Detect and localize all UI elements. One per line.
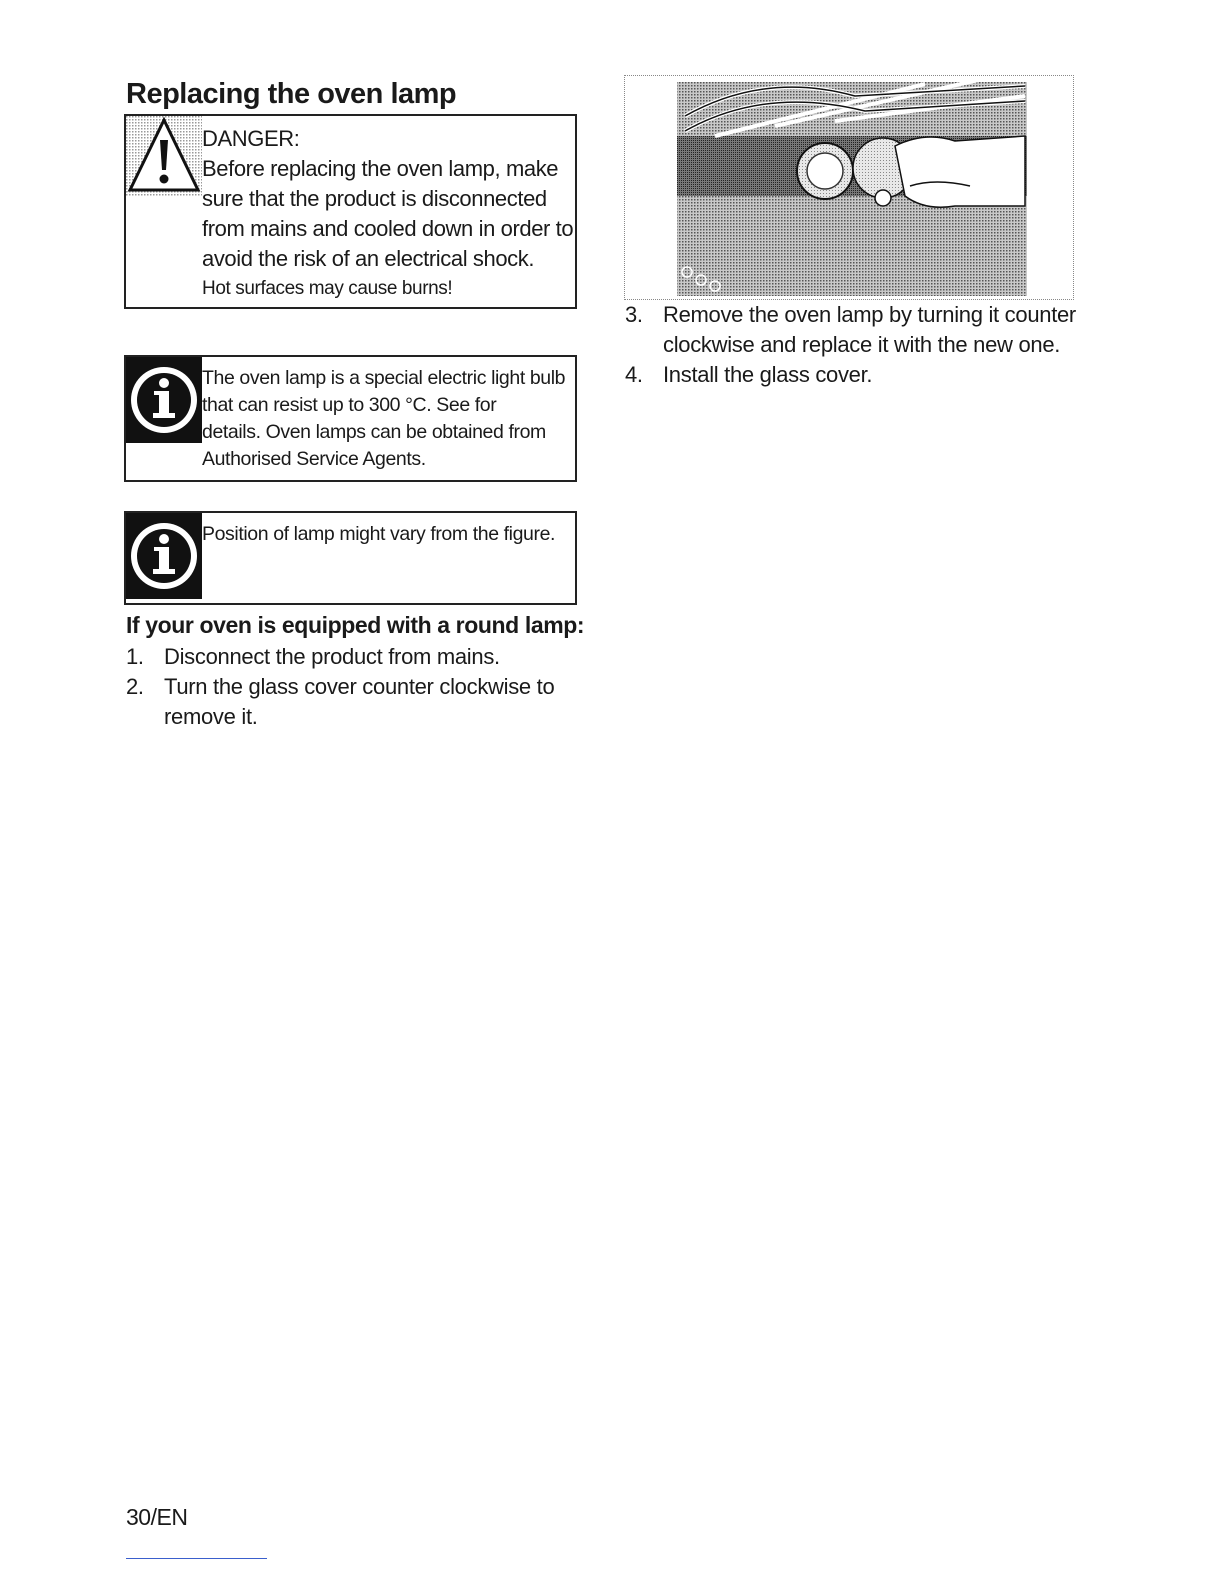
danger-line: Before replacing the oven lamp, make	[202, 156, 559, 181]
info-box-position	[124, 511, 577, 605]
steps-list-right	[625, 300, 1095, 390]
oven-lamp-figure	[624, 75, 1074, 300]
list-item	[126, 672, 586, 732]
list-item	[625, 360, 1095, 390]
list-item	[126, 642, 586, 672]
danger-note: Hot surfaces may cause burns!	[202, 278, 453, 299]
danger-line: sure that the product is disconnected	[202, 186, 547, 211]
footer-rule	[126, 1558, 267, 1559]
info-line: Authorised Service Agents.	[202, 448, 426, 470]
danger-line: from mains and cooled down in order to	[202, 216, 574, 241]
page-number: 30/EN	[126, 1504, 188, 1530]
round-lamp-heading: If your oven is equipped with a round lamp:	[126, 612, 585, 638]
list-item	[625, 300, 1095, 360]
steps-list-left	[126, 642, 586, 732]
info-icon	[126, 513, 202, 599]
oven-lamp-illustration	[625, 76, 1074, 300]
info-icon	[126, 357, 202, 443]
page-title: Replacing the oven lamp	[126, 78, 457, 110]
info-text: Position of lamp might vary from the figure.	[202, 523, 556, 545]
info-line: The oven lamp is a special electric light bulb	[202, 367, 566, 389]
step-number: 1.	[126, 644, 144, 669]
info-line: that can resist up to 300 °C. See for	[202, 394, 497, 416]
step-text: remove it.	[164, 704, 258, 729]
step-text: Install the glass cover.	[663, 362, 873, 387]
step-text: Disconnect the product from mains.	[164, 644, 500, 669]
danger-line: avoid the risk of an electrical shock.	[202, 246, 535, 271]
step-text: clockwise and replace it with the new one.	[663, 332, 1061, 357]
step-text: Remove the oven lamp by turning it counter	[663, 302, 1076, 327]
step-number: 3.	[625, 302, 643, 327]
info-line: details. Oven lamps can be obtained from	[202, 421, 546, 443]
danger-heading: DANGER:	[202, 126, 300, 151]
step-number: 4.	[625, 362, 643, 387]
warning-triangle-icon	[126, 116, 202, 196]
step-number: 2.	[126, 674, 144, 699]
step-text: Turn the glass cover counter clockwise to	[164, 674, 555, 699]
danger-box	[124, 114, 577, 309]
info-box-lamp	[124, 355, 577, 482]
